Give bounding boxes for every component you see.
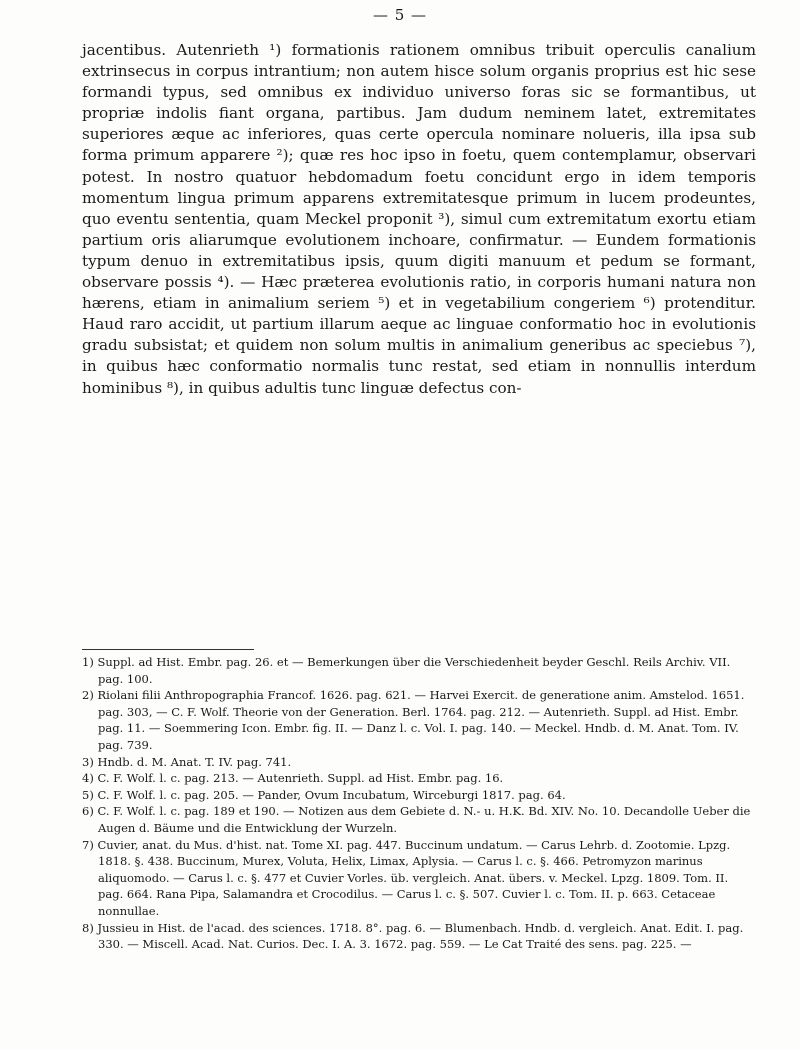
page-number: — 5 —: [372, 6, 428, 24]
footnotes-list: [82, 654, 756, 953]
footnote-3: 3) Hndb. d. M. Anat. T. IV. pag. 741.: [82, 754, 292, 769]
footnote-8: 8) Jussieu in Hist. de l'acad. des sciences. 1718. 8°. pag. 6. — Blumenbach. Hndb. d. vergleich. Anat. Edit. I. pag. 330. — Miscell. Acad. Nat. Curios. Dec. I. A. 3. 1672. pag. 559. — Le Cat Traité des sens. pag. 225. —: [82, 920, 744, 952]
footnote-5: 5) C. F. Wolf. l. c. pag. 205. — Pander, Ovum Incubatum, Wirceburgi 1817. pag. 64.: [82, 787, 566, 802]
footnote-7: 7) Cuvier, anat. du Mus. d'hist. nat. Tome XI. pag. 447. Buccinum undatum. — Carus Lehrb. d. Zootomie. Lpzg. 1818. §. 438. Buccinum, Murex, Voluta, Helix, Limax, Aplysia. — Carus l. c. §. 466. Petromyzon marinus aliquomodo. — Carus l. c. §. 477 et Cuvier Vorles. üb. vergleich. Anat. übers. v. Meckel. Lpzg. 1809. Tom. II. pag. 664. Rana Pipa, Salamandra et Crocodilus. — Carus l. c. §. 507. Cuvier l. c. Tom. II. p. 663. Cetaceae nonnullae.: [82, 837, 731, 918]
footnote-6: 6) C. F. Wolf. l. c. pag. 189 et 190. — Notizen aus dem Gebiete d. N.- u. H.K. Bd. XIV. No. 10. Decandolle Ueber die Augen d. Bäume und die Entwicklung der Wurzeln.: [82, 804, 751, 835]
footnote-divider: [82, 649, 254, 650]
footnote-4: 4) C. F. Wolf. l. c. pag. 213. — Autenrieth. Suppl. ad Hist. Embr. pag. 16.: [82, 771, 504, 786]
footnote-1: 1) Suppl. ad Hist. Embr. pag. 26. et — Bemerkungen über die Verschiedenheit beyder Geschl. Reils Archiv. VII. pag. 100.: [82, 655, 731, 686]
body-paragraph: jacentibus. Autenrieth ¹) formationis rationem omnibus tribuit operculis canalium extrinsecus in corpus intrantium; non autem hisce solum organis proprius est hic sese formandi typus, sed omnibus ex individuo universo foras sic se formantibus, ut propriæ indolis fiant organa, partibus. Jam dudum neminem latet, extremitates superiores æque ac inferiores, quas certe opercula nominare nolueris, illa ipsa sub forma primum apparere ²); quæ res hoc ipso in foetu, quem contemplamur, observari potest. In nostro quatuor hebdomadum foetu concidunt ergo in idem temporis momentum lingua primum apparens extremitatesque primum in lucem prodeuntes, quo eventu sententia, quam Meckel proponit ³), simul cum extremitatum exortu etiam partium oris aliarumque evolutionem inchoare, confirmatur. — Eundem formationis typum denuo in extremitatibus ipsis, quum digiti manuum et pedum se formant, observare possis ⁴). — Hæc præterea evolutionis ratio, in corporis humani natura non hærens, etiam in animalium seriem ⁵) et in vegetabilium congeriem ⁶) protenditur. Haud raro accidit, ut partium illarum aeque ac linguae conformatio hoc in evolutionis gradu subsistat; et quidem non solum multis in animalium generibus ac speciebus ⁷), in quibus hæc conformatio normalis tunc restat, sed etiam in nonnullis interdum hominibus ⁸), in quibus adultis tunc linguæ defectus con-: [82, 41, 756, 397]
footnote-2: 2) Riolani filii Anthropographia Francof. 1626. pag. 621. — Harvei Exercit. de generatione anim. Amstelod. 1651. pag. 303, — C. F. Wolf. Theorie von der Generation. Berl. 1764. pag. 212. — Autenrieth. Suppl. ad Hist. Embr. pag. 11. — Soemmering Icon. Embr. fig. II. — Danz l. c. Vol. I. pag. 140. — Meckel. Hndb. d. M. Anat. Tom. IV. pag. 739.: [82, 688, 745, 752]
